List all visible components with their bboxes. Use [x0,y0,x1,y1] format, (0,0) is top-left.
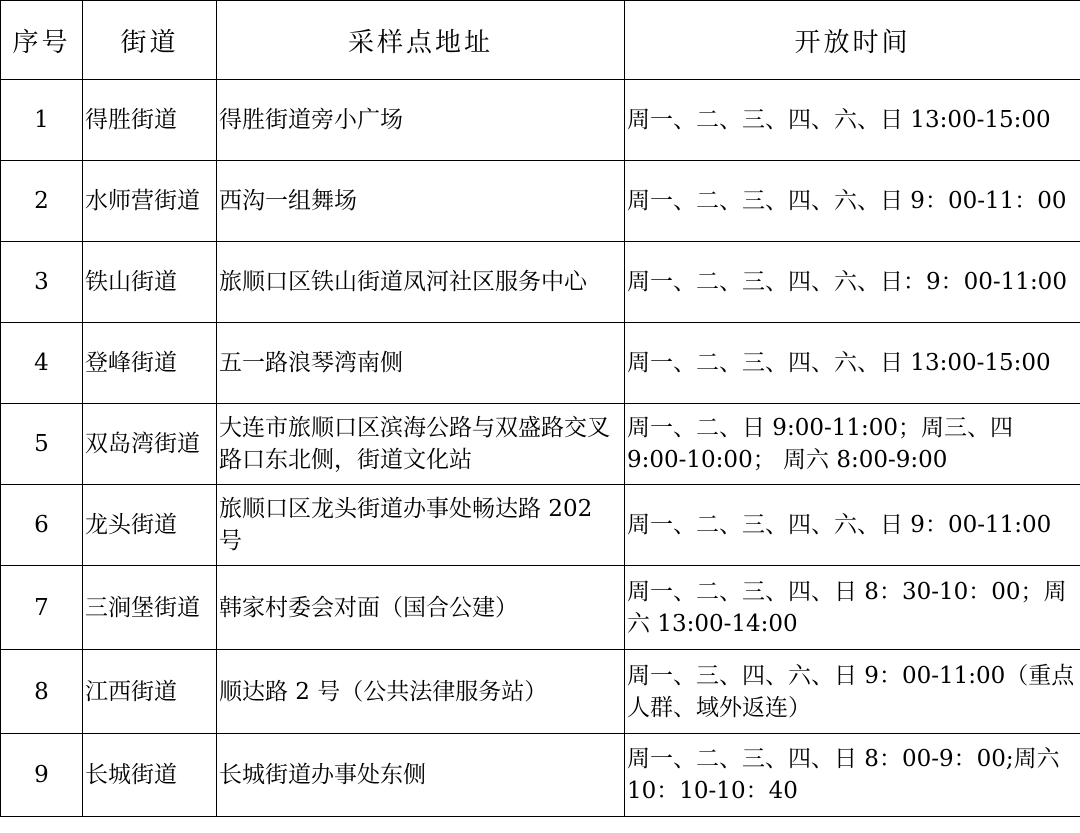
row-hours: 周一、二、三、四、日 8：00-9：00;周六 10：10-10：40 [625,734,1080,817]
row-street: 三涧堡街道 [83,566,217,650]
row-address: 西沟一组舞场 [217,161,625,242]
row-address: 旅顺口区龙头街道办事处畅达路 202 号 [217,485,625,566]
table-row [1,80,1080,161]
table-row [1,404,1080,485]
row-street: 双岛湾街道 [83,404,217,485]
row-number: 2 [1,161,83,242]
header-no: 序号 [1,1,83,80]
table-row [1,734,1080,817]
row-number: 4 [1,323,83,404]
header-hours: 开放时间 [625,1,1080,80]
row-hours: 周一、二、日 9:00-11:00；周三、四 9:00-10:00； 周六 8:00-9:00 [625,404,1080,485]
row-number: 3 [1,242,83,323]
row-street: 江西街道 [83,650,217,734]
table-row [1,485,1080,566]
row-street: 得胜街道 [83,80,217,161]
header-address: 采样点地址 [217,1,625,80]
row-address: 大连市旅顺口区滨海公路与双盛路交叉路口东北侧，街道文化站 [217,404,625,485]
table-row [1,242,1080,323]
row-street: 铁山街道 [83,242,217,323]
row-hours: 周一、二、三、四、六、日 9：00-11：00 [625,161,1080,242]
table-row [1,161,1080,242]
row-street: 龙头街道 [83,485,217,566]
row-address: 顺达路 2 号（公共法律服务站） [217,650,625,734]
table-row [1,323,1080,404]
row-number: 7 [1,566,83,650]
row-number: 8 [1,650,83,734]
row-number: 1 [1,80,83,161]
header-row [1,1,1080,80]
row-street: 长城街道 [83,734,217,817]
row-address: 旅顺口区铁山街道凤河社区服务中心 [217,242,625,323]
row-hours: 周一、二、三、四、六、日 13:00-15:00 [625,323,1080,404]
row-address: 韩家村委会对面（国合公建） [217,566,625,650]
row-address: 五一路浪琴湾南侧 [217,323,625,404]
row-hours: 周一、三、四、六、日 9：00-11:00（重点人群、域外返连） [625,650,1080,734]
row-number: 5 [1,404,83,485]
row-hours: 周一、二、三、四、日 8：30-10：00；周六 13:00-14:00 [625,566,1080,650]
row-street: 登峰街道 [83,323,217,404]
row-address: 得胜街道旁小广场 [217,80,625,161]
header-street: 街道 [83,1,217,80]
row-hours: 周一、二、三、四、六、日：9：00-11:00 [625,242,1080,323]
row-hours: 周一、二、三、四、六、日 9：00-11:00 [625,485,1080,566]
table-row [1,566,1080,650]
row-number: 9 [1,734,83,817]
row-number: 6 [1,485,83,566]
row-address: 长城街道办事处东侧 [217,734,625,817]
row-hours: 周一、二、三、四、六、日 13:00-15:00 [625,80,1080,161]
row-street: 水师营街道 [83,161,217,242]
table-row [1,650,1080,734]
